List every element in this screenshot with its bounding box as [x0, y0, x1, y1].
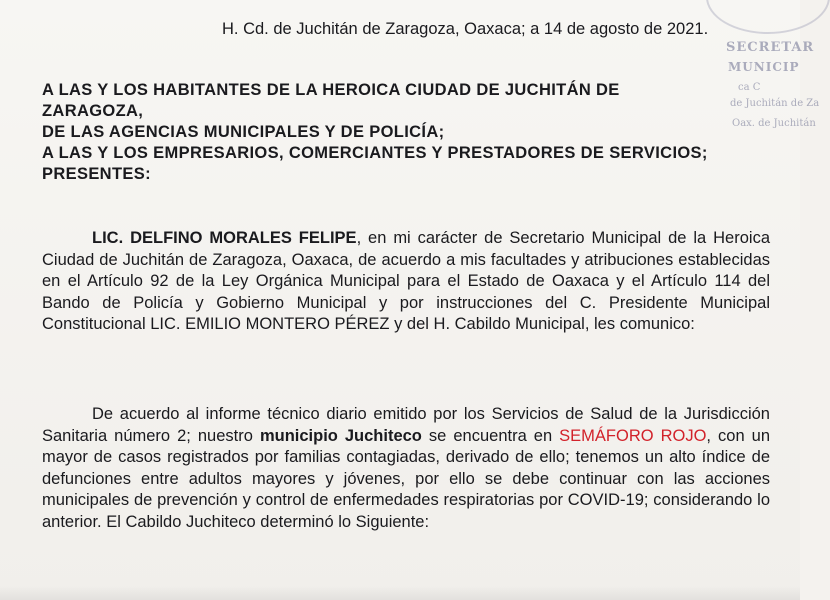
- paragraph-text-a: De acuerdo al informe técnico diario emitido por los Servicios de Salud de la Jurisdicción Sanitaria número 2; nuestro: [42, 405, 770, 445]
- address-line-4: A LAS Y LOS EMPRESARIOS, COMERCIANTES Y PRESTADORES DE SERVICIOS;: [42, 144, 708, 162]
- stamp-line-2: MUNICIP: [728, 60, 800, 74]
- paragraph-intro-text: , en mi carácter de Secretario Municipal de la Heroica Ciudad de Juchitán de Zaragoza, Oaxaca, de acuerdo a mis facultades y atribuciones establecidas en el Artículo 92 de la Ley Orgánica Municipal para el Estado de Oaxaca y el Artículo 114 del Bando de Policía y Gobierno Municipal y por instrucciones del C. Presidente Municipal Constitucional LIC. EMILIO MONTERO PÉREZ y del H. Cabildo Municipal, les comunico:: [42, 229, 770, 333]
- paragraph-intro: [42, 228, 770, 336]
- stamp-line-3: ca C: [738, 82, 761, 93]
- page-edge-shadow: [0, 586, 800, 600]
- address-line-5: PRESENTES:: [42, 165, 151, 183]
- paragraph-text-b: se encuentra en: [421, 426, 560, 445]
- address-line-1: A LAS Y LOS HABITANTES DE LA HEROICA CIUDAD DE JUCHITÁN DE: [42, 81, 620, 99]
- stamp-line-4: de Juchitán de Za: [730, 98, 820, 109]
- paragraph-health-report: [42, 404, 770, 533]
- dateline: H. Cd. de Juchitán de Zaragoza, Oaxaca; a 14 de agosto de 2021.: [222, 20, 709, 38]
- stamp-line-5: Oax. de Juchitán: [732, 118, 816, 129]
- paragraph-text-c: , con un mayor de casos registrados por familias contagiadas, derivado de ello; tenemos un alto índice de defunciones entre adultos mayores y jóvenes, por ello se debe continuar con las acciones municipales de prevención y control de enfermedades respiratorias por COVID-19; considerando lo anterior. El Cabildo Juchiteco determinó lo Siguiente:: [42, 426, 770, 531]
- stamp-line-1: SECRETAR: [726, 40, 815, 55]
- address-line-2: ZARAGOZA,: [42, 102, 144, 120]
- address-line-3: DE LAS AGENCIAS MUNICIPALES Y DE POLICÍA;: [42, 123, 445, 141]
- red-light-status: SEMÁFORO ROJO: [559, 426, 707, 445]
- municipality-bold: municipio Juchiteco: [259, 426, 422, 445]
- address-block: [42, 80, 760, 185]
- secretary-name: LIC. DELFINO MORALES FELIPE: [92, 229, 357, 247]
